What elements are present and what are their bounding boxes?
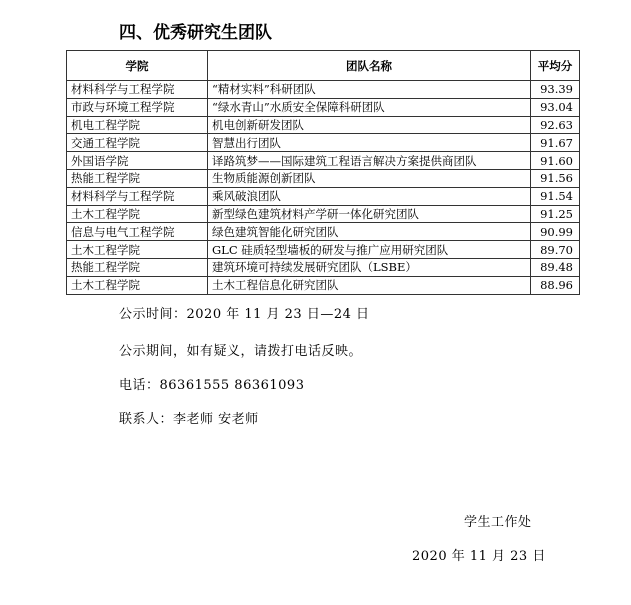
cell-team: 建筑环境可持续发展研究团队（LSBE） — [208, 258, 531, 276]
results-table — [66, 50, 580, 295]
table-row — [67, 134, 580, 152]
issue-date: 2020 年 11 月 23 日 — [412, 549, 546, 564]
cell-college: 热能工程学院 — [67, 258, 208, 276]
table-row — [67, 187, 580, 205]
cell-team: 土木工程信息化研究团队 — [208, 276, 531, 294]
table-row — [67, 223, 580, 241]
cell-score: 91.25 — [531, 205, 580, 223]
table-row — [67, 258, 580, 276]
cell-team: 智慧出行团队 — [208, 134, 531, 152]
table-header-row — [67, 51, 580, 81]
cell-score: 91.60 — [531, 152, 580, 170]
cell-college: 信息与电气工程学院 — [67, 223, 208, 241]
cell-score: 91.54 — [531, 187, 580, 205]
table-row — [67, 276, 580, 294]
header-college: 学院 — [67, 51, 208, 81]
cell-team: 乘风破浪团队 — [208, 187, 531, 205]
cell-college: 热能工程学院 — [67, 169, 208, 187]
notice-period: 公示时间：2020 年 11 月 23 日—24 日 — [119, 307, 370, 322]
cell-team: 新型绿色建筑材料产学研一体化研究团队 — [208, 205, 531, 223]
header-team-name: 团队名称 — [208, 51, 531, 81]
cell-score: 91.67 — [531, 134, 580, 152]
notice-contact: 联系人：李老师 安老师 — [119, 412, 259, 427]
cell-team: 绿色建筑智能化研究团队 — [208, 223, 531, 241]
table-row — [67, 152, 580, 170]
cell-college: 材料科学与工程学院 — [67, 187, 208, 205]
table-row — [67, 205, 580, 223]
cell-college: 材料科学与工程学院 — [67, 81, 208, 99]
notice-phone: 电话：86361555 86361093 — [119, 378, 305, 393]
cell-team: 译路筑梦——国际建筑工程语言解决方案提供商团队 — [208, 152, 531, 170]
cell-score: 93.39 — [531, 81, 580, 99]
cell-score: 93.04 — [531, 98, 580, 116]
header-average-score: 平均分 — [531, 51, 580, 81]
cell-score: 90.99 — [531, 223, 580, 241]
section-title: 四、优秀研究生团队 — [119, 23, 272, 43]
cell-college: 交通工程学院 — [67, 134, 208, 152]
cell-college: 外国语学院 — [67, 152, 208, 170]
table-row — [67, 169, 580, 187]
cell-college: 土木工程学院 — [67, 205, 208, 223]
table-row — [67, 241, 580, 259]
table-row — [67, 116, 580, 134]
cell-score: 88.96 — [531, 276, 580, 294]
cell-team: “绿水青山”水质安全保障科研团队 — [208, 98, 531, 116]
table-row — [67, 81, 580, 99]
table-row — [67, 98, 580, 116]
cell-score: 89.70 — [531, 241, 580, 259]
cell-college: 市政与环境工程学院 — [67, 98, 208, 116]
cell-score: 89.48 — [531, 258, 580, 276]
cell-team: 生物质能源创新团队 — [208, 169, 531, 187]
cell-score: 92.63 — [531, 116, 580, 134]
issuing-office: 学生工作处 — [464, 515, 532, 530]
cell-team: GLC 硅质轻型墙板的研发与推广应用研究团队 — [208, 241, 531, 259]
cell-score: 91.56 — [531, 169, 580, 187]
cell-college: 机电工程学院 — [67, 116, 208, 134]
notice-feedback: 公示期间，如有疑义，请拨打电话反映。 — [119, 344, 363, 359]
cell-college: 土木工程学院 — [67, 241, 208, 259]
cell-team: “精材实料”科研团队 — [208, 81, 531, 99]
cell-team: 机电创新研发团队 — [208, 116, 531, 134]
cell-college: 土木工程学院 — [67, 276, 208, 294]
